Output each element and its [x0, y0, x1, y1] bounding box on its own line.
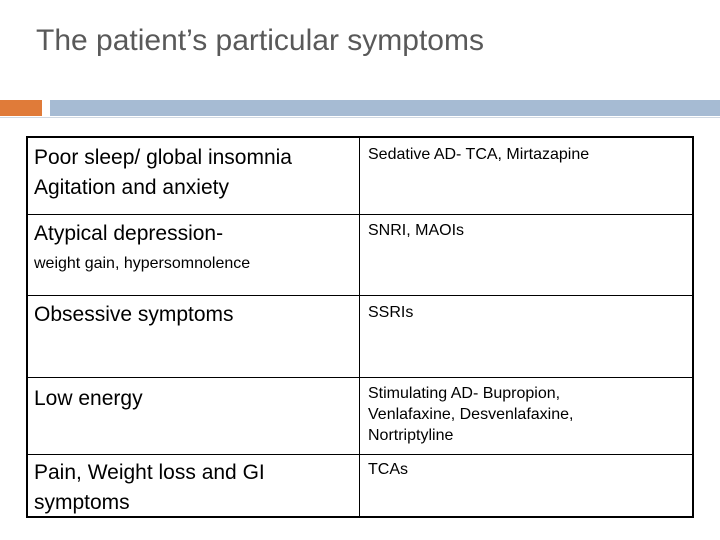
table-row	[28, 454, 692, 516]
treatment-cell: SSRIs	[368, 304, 414, 321]
treatment-cell: TCAs	[368, 461, 408, 478]
title-accent-bar-orange	[0, 100, 42, 116]
symptom-sub: weight gain, hypersomnolence	[34, 255, 251, 272]
symptom-line: symptoms	[34, 491, 130, 514]
symptom-line: Poor sleep/ global insomnia	[34, 146, 292, 169]
treatment-cell	[368, 383, 688, 446]
symptoms-table	[26, 136, 694, 518]
treatment-line: Nortriptyline	[368, 427, 454, 444]
table-row	[28, 377, 692, 454]
slide-title: The patient’s particular symptoms	[36, 24, 484, 57]
symptom-cell: Obsessive symptoms	[34, 303, 234, 326]
symptom-cell	[34, 458, 354, 518]
treatment-cell: Sedative AD- TCA, Mirtazapine	[368, 146, 590, 163]
symptom-cell: Low energy	[34, 387, 143, 410]
symptom-main: Atypical depression-	[34, 222, 224, 245]
symptom-line: Agitation and anxiety	[34, 176, 229, 199]
treatment-cell: SNRI, MAOIs	[368, 222, 465, 239]
symptom-cell	[34, 143, 354, 203]
title-accent-bar-blue	[50, 100, 720, 116]
treatment-line: Stimulating AD- Bupropion,	[368, 385, 561, 402]
title-underline	[0, 117, 720, 118]
symptom-line: Pain, Weight loss and GI	[34, 461, 265, 484]
symptom-cell	[34, 219, 354, 275]
treatment-line: Venlafaxine, Desvenlafaxine,	[368, 406, 574, 423]
table-row	[28, 214, 692, 295]
table-row	[28, 138, 692, 214]
table-row	[28, 295, 692, 377]
